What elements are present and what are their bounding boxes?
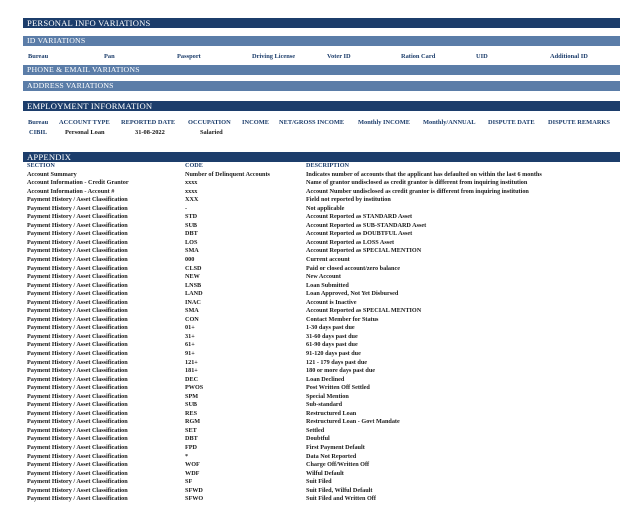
emp-col-bureau: Bureau [28,119,49,126]
table-row [27,230,620,239]
appendix-description-cell: 1-30 days past due [306,324,355,332]
appendix-description-cell: Suit Filed and Written Off [306,495,376,503]
appendix-description-cell: Special Mention [306,392,349,400]
appendix-section-cell: Payment History / Asset Classification [27,204,128,212]
appendix-code-cell: DBT [185,435,198,443]
appendix-section-cell: Account Information - Credit Grantor [27,179,129,187]
appendix-description-cell: Account Reported as SPECIAL MENTION [306,307,422,315]
table-row [27,487,620,496]
id-col-bureau: Bureau [28,53,49,60]
table-row [27,461,620,470]
id-col-pan: Pan [104,53,115,60]
appendix-col-section: SECTION [27,162,55,169]
appendix-code-cell: SET [185,426,197,434]
appendix-description-cell: Charge Off/Written Off [306,461,370,469]
table-row [27,478,620,487]
table-row [27,196,620,205]
appendix-section-cell: Payment History / Asset Classification [27,358,128,366]
table-row [27,401,620,410]
appendix-description-cell: Account Reported as SUB-STANDARD Asset [306,221,427,229]
section-appendix-header: APPENDIX [23,152,620,162]
appendix-section-cell: Payment History / Asset Classification [27,452,128,460]
table-row [27,350,620,359]
appendix-description-cell: Suit Filed [306,478,332,486]
appendix-section-cell: Payment History / Asset Classification [27,375,128,383]
table-row [27,410,620,419]
appendix-section-cell: Payment History / Asset Classification [27,247,128,255]
appendix-code-cell: LOS [185,238,198,246]
appendix-description-cell: Sub-standard [306,401,343,409]
appendix-section-cell: Payment History / Asset Classification [27,221,128,229]
appendix-section-cell: Payment History / Asset Classification [27,349,128,357]
appendix-code-cell: WDF [185,469,200,477]
emp-val-account-type: Personal Loan [65,129,105,136]
table-row [27,333,620,342]
appendix-table-body [27,171,620,504]
appendix-description-cell: Current account [306,255,350,263]
table-row [27,453,620,462]
appendix-code-cell: 61+ [185,341,195,349]
table-row [27,171,620,180]
appendix-section-cell: Payment History / Asset Classification [27,324,128,332]
section-id-variations-header: ID VARIATIONS [23,36,620,46]
appendix-section-cell: Payment History / Asset Classification [27,367,128,375]
table-row [27,341,620,350]
appendix-code-cell: INAC [185,298,201,306]
appendix-code-cell: SUB [185,221,198,229]
appendix-description-cell: Suit Filed, Wilful Default [306,486,373,494]
appendix-description-cell: Account Reported as SPECIAL MENTION [306,247,422,255]
appendix-section-cell: Payment History / Asset Classification [27,461,128,469]
appendix-code-cell: RES [185,409,198,417]
emp-val-reported-date: 31-08-2022 [135,129,165,136]
appendix-code-cell: - [185,204,188,212]
emp-col-reported-date: REPORTED DATE [121,119,176,126]
emp-col-occupation: OCCUPATION [188,119,231,126]
appendix-code-cell: SFWO [185,495,204,503]
appendix-description-cell: Paid or closed account/zero balance [306,264,400,272]
appendix-code-cell: RGM [185,418,201,426]
appendix-section-cell: Payment History / Asset Classification [27,401,128,409]
appendix-code-cell: STD [185,213,198,221]
appendix-section-cell: Account Summary [27,170,77,178]
appendix-description-cell: Settled [306,426,325,434]
table-row [27,384,620,393]
table-row [27,256,620,265]
appendix-col-description: DESCRIPTION [306,162,349,169]
appendix-section-cell: Account Information - Account # [27,187,115,195]
appendix-description-cell: Loan Submitted [306,281,349,289]
table-row [27,265,620,274]
appendix-section-cell: Payment History / Asset Classification [27,264,128,272]
table-row [27,247,620,256]
table-row [27,307,620,316]
appendix-description-cell: New Account [306,273,341,281]
appendix-description-cell: Data Not Reported [306,452,357,460]
appendix-section-cell: Payment History / Asset Classification [27,478,128,486]
appendix-section-cell: Payment History / Asset Classification [27,435,128,443]
appendix-code-cell: NEW [185,273,200,281]
appendix-code-cell: 000 [185,255,195,263]
appendix-code-cell: PWOS [185,384,204,392]
id-col-additional-id: Additional ID [550,53,588,60]
appendix-code-cell: SUB [185,401,198,409]
table-row [27,393,620,402]
table-row [27,418,620,427]
appendix-description-cell: 91-120 days past due [306,349,361,357]
emp-col-dispute-date: DISPUTE DATE [488,119,535,126]
appendix-description-cell: 180 or more days past due [306,367,376,375]
table-row [27,444,620,453]
id-col-uid: UID [476,53,488,60]
appendix-code-cell: SPM [185,392,199,400]
appendix-section-cell: Payment History / Asset Classification [27,315,128,323]
appendix-section-cell: Payment History / Asset Classification [27,495,128,503]
table-row [27,188,620,197]
appendix-section-cell: Payment History / Asset Classification [27,281,128,289]
appendix-code-cell: CON [185,315,199,323]
appendix-section-cell: Payment History / Asset Classification [27,444,128,451]
appendix-description-cell: Field not reported by institution [306,196,391,204]
id-col-passport: Passport [177,53,201,60]
emp-col-net-gross-income: NET/GROSS INCOME [279,119,345,126]
appendix-section-cell: Payment History / Asset Classification [27,341,128,349]
appendix-code-cell: 121+ [185,358,198,366]
appendix-code-cell: SFWD [185,486,203,494]
appendix-description-cell: 61-90 days past due [306,341,358,349]
appendix-section-cell: Payment History / Asset Classification [27,255,128,263]
appendix-description-cell: 31-60 days past due [306,332,358,340]
section-phone-email-header: PHONE & EMAIL VARIATIONS [23,65,620,75]
appendix-section-cell: Payment History / Asset Classification [27,384,128,392]
table-row [27,427,620,436]
appendix-description-cell: Account Reported as LOSS Asset [306,238,395,246]
table-row [27,359,620,368]
appendix-code-cell: * [185,452,189,460]
appendix-code-cell: SMA [185,307,199,315]
appendix-description-cell: Account Number undisclosed as credit grantor is different from inquiring institution [306,187,529,195]
emp-col-dispute-remarks: DISPUTE REMARKS [548,119,610,126]
section-employment-header: EMPLOYMENT INFORMATION [23,101,620,111]
appendix-description-cell: Loan Approved, Not Yet Disbursed [306,290,399,298]
table-row [27,290,620,299]
emp-val-occupation: Salaried [200,129,223,136]
appendix-description-cell: Account is Inactive [306,298,357,306]
appendix-description-cell: Account Reported as DOUBTFUL Asset [306,230,413,238]
table-row [27,213,620,222]
appendix-section-cell: Payment History / Asset Classification [27,332,128,340]
appendix-description-cell: Name of grantor undisclosed as credit grantor is different from inquiring institution [306,179,528,187]
table-row [27,435,620,444]
id-col-voter-id: Voter ID [327,53,351,60]
appendix-description-cell: 121 - 179 days past due [306,358,368,366]
appendix-code-cell: DEC [185,375,199,383]
table-row [27,239,620,248]
table-row [27,179,620,188]
appendix-section-cell: Payment History / Asset Classification [27,230,128,238]
section-personal-info-header: PERSONAL INFO VARIATIONS [23,18,620,28]
appendix-columns-header [27,162,620,170]
appendix-section-cell: Payment History / Asset Classification [27,213,128,221]
table-row [27,273,620,282]
appendix-description-cell: First Payment Default [306,444,365,451]
emp-col-account-type: ACCOUNT TYPE [59,119,110,126]
appendix-description-cell: Wilful Default [306,469,344,477]
emp-col-income: INCOME [242,119,269,126]
appendix-col-code: CODE [185,162,203,169]
appendix-description-cell: Doubtful [306,435,330,443]
appendix-code-cell: xxxx [185,187,198,195]
appendix-description-cell: Not applicable [306,204,345,212]
appendix-section-cell: Payment History / Asset Classification [27,238,128,246]
appendix-section-cell: Payment History / Asset Classification [27,392,128,400]
appendix-section-cell: Payment History / Asset Classification [27,486,128,494]
appendix-section-cell: Payment History / Asset Classification [27,273,128,281]
appendix-code-cell: 01+ [185,324,195,332]
appendix-description-cell: Contact Member for Status [306,315,379,323]
appendix-code-cell: DBT [185,230,198,238]
appendix-section-cell: Payment History / Asset Classification [27,196,128,204]
employment-row [23,128,620,137]
appendix-code-cell: Number of Delinquent Accounts [185,170,270,178]
appendix-description-cell: Indicates number of accounts that the applicant has defaulted on within the last 6 months [306,170,542,178]
table-row [27,470,620,479]
appendix-description-cell: Account Reported as STANDARD Asset [306,213,413,221]
appendix-code-cell: xxxx [185,179,198,187]
appendix-code-cell: FPD [185,444,198,451]
emp-col-monthly-annual: Monthly/ANNUAL [423,119,476,126]
employment-columns-header [23,118,620,127]
id-col-ration-card: Ration Card [401,53,436,60]
id-col-driving-license: Driving License [252,53,296,60]
appendix-description-cell: Restructured Loan - Govt Mandate [306,418,400,426]
table-row [27,495,620,504]
appendix-code-cell: LNSB [185,281,202,289]
table-row [27,282,620,291]
table-row [27,324,620,333]
appendix-code-cell: SF [185,478,193,486]
table-row [27,376,620,385]
appendix-section-cell: Payment History / Asset Classification [27,290,128,298]
appendix-code-cell: 31+ [185,332,195,340]
appendix-description-cell: Restructured Loan [306,409,357,417]
table-row [27,205,620,214]
appendix-code-cell: 91+ [185,349,195,357]
appendix-section-cell: Payment History / Asset Classification [27,469,128,477]
appendix-section-cell: Payment History / Asset Classification [27,409,128,417]
appendix-code-cell: 181+ [185,367,198,375]
emp-col-monthly-income: Monthly INCOME [358,119,411,126]
appendix-section-cell: Payment History / Asset Classification [27,307,128,315]
table-row [27,222,620,231]
id-columns-header [23,52,620,61]
emp-val-bureau: CIBIL [29,129,48,136]
appendix-description-cell: Loan Declined [306,375,345,383]
appendix-code-cell: XXX [185,196,199,204]
appendix-code-cell: CLSD [185,264,202,272]
appendix-section-cell: Payment History / Asset Classification [27,298,128,306]
appendix-section-cell: Payment History / Asset Classification [27,418,128,426]
appendix-description-cell: Post Written Off Settled [306,384,370,392]
appendix-code-cell: LAND [185,290,203,298]
appendix-section-cell: Payment History / Asset Classification [27,426,128,434]
table-row [27,299,620,308]
appendix-code-cell: WOF [185,461,200,469]
section-address-header: ADDRESS VARIATIONS [23,81,620,91]
table-row [27,367,620,376]
table-row [27,316,620,325]
appendix-code-cell: SMA [185,247,199,255]
